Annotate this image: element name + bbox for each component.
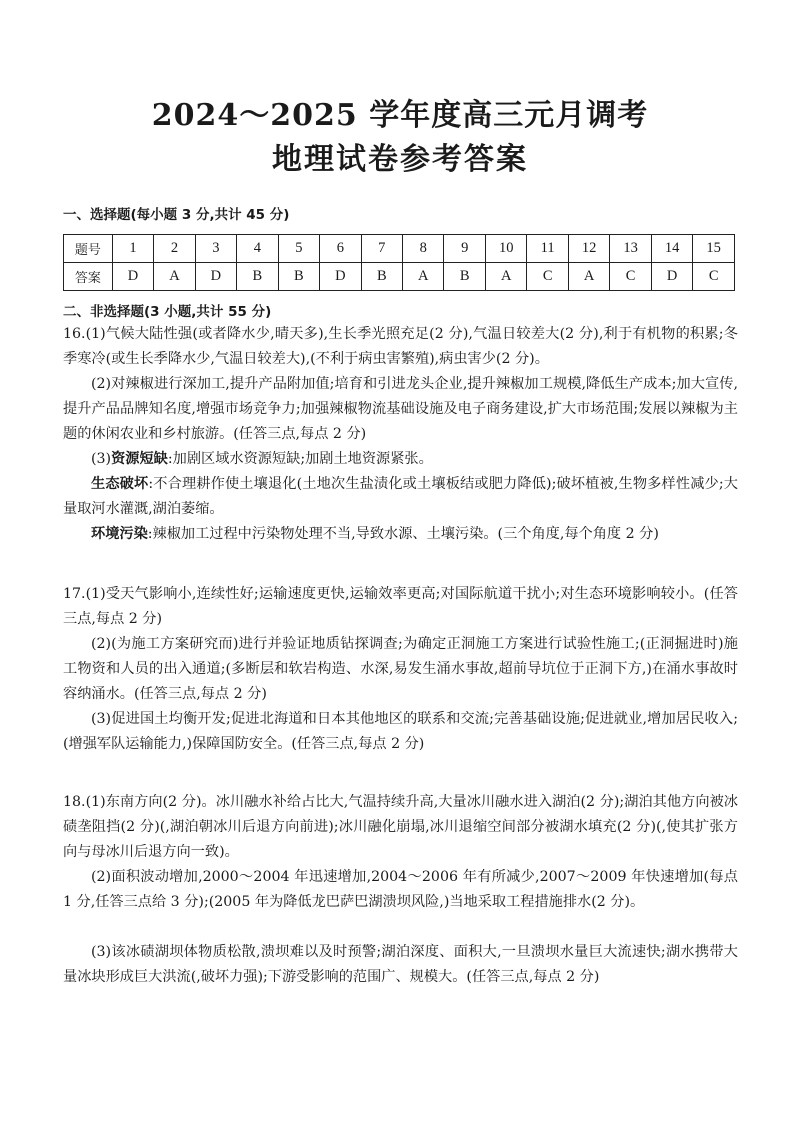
question-number-cell: 4 — [237, 235, 278, 263]
q16-pollution-text: :辣椒加工过程中污染物处理不当,导致水源、土壤污染。(三个角度,每个角度 2 分) — [147, 526, 659, 542]
q16-part3-prefix: (3) — [91, 451, 112, 467]
row-label-answer: 答案 — [64, 263, 113, 291]
q16-ecology-text: :不合理耕作使土壤退化(土地次生盐渍化或土壤板结或肥力降低);破坏植被,生物多样性减少;大量取河水灌溉,湖泊萎缩。 — [63, 476, 738, 517]
section-heading-nonchoice: 二、非选择题(3 小题,共计 55 分) — [63, 304, 272, 320]
q18-part3: (3)该冰碛湖坝体物质松散,溃坝难以及时预警;湖泊深度、面积大,一旦溃坝水量巨大流速快;湖水携带大量冰块形成巨大洪流(,破坏力强);下游受影响的范围广、规模大。(任答三点,每点 2 分) — [63, 944, 738, 985]
answer-cell: D — [195, 263, 236, 291]
answer-cell: D — [320, 263, 361, 291]
section-heading-choice: 一、选择题(每小题 3 分,共计 45 分) — [63, 207, 290, 223]
question-number-cell: 10 — [485, 235, 526, 263]
answer-cell: B — [361, 263, 402, 291]
exam-subtitle: 地理试卷参考答案 — [272, 142, 528, 177]
answer-cell: A — [154, 263, 195, 291]
answer-cell: B — [444, 263, 485, 291]
answer-table — [63, 234, 735, 291]
question-number-cell: 8 — [403, 235, 444, 263]
q16-part2: (2)对辣椒进行深加工,提升产品附加值;培育和引进龙头企业,提升辣椒加工规模,降低生产成本;加大宣传,提升产品品牌知名度,增强市场竞争力;加强辣椒物流基础设施及电子商务建设,扩大市场范围;发展以辣椒为主题的休闲农业和乡村旅游。(任答三点,每点 2 分) — [63, 376, 738, 442]
question-number-cell: 14 — [651, 235, 692, 263]
q16-part1: 16.(1)气候大陆性强(或者降水少,晴天多),生长季光照充足(2 分),气温日较差大(2 分),利于有机物的积累;冬季寒冷(或生长季降水少,气温日较差大),(不利于病虫害繁殖),病虫害少(2 分)。 — [63, 326, 738, 367]
question-number-cell: 6 — [320, 235, 361, 263]
answer-cell: A — [403, 263, 444, 291]
q18-part2: (2)面积波动增加,2000～2004 年迅速增加,2004～2006 年有所减少,2007～2009 年快速增加(每点 1 分,任答三点给 3 分);(2005 年为降低龙巴萨巴湖溃坝风险,)当地采取工程措施排水(2 分)。 — [63, 869, 738, 910]
q16-keyword-resource: 资源短缺 — [111, 451, 168, 467]
answer-cell: C — [610, 263, 651, 291]
question-number-cell: 3 — [195, 235, 236, 263]
question-number-cell: 9 — [444, 235, 485, 263]
question-number-cell: 13 — [610, 235, 651, 263]
answer-cell: D — [651, 263, 692, 291]
q16-part3-pollution — [63, 522, 738, 547]
answer-cell: C — [527, 263, 568, 291]
q17-part1: 17.(1)受天气影响小,连续性好;运输速度更快,运输效率更高;对国际航道干扰小;对生态环境影响较小。(任答三点,每点 2 分) — [63, 586, 738, 627]
q16-part3 — [63, 447, 738, 472]
question-number-row — [64, 235, 735, 263]
answer-cell: A — [568, 263, 609, 291]
answer-cell: B — [278, 263, 319, 291]
q16-keyword-ecology: 生态破坏 — [91, 476, 149, 492]
question-number-cell: 1 — [112, 235, 153, 263]
q16-part3-ecology — [63, 472, 738, 522]
answer-row — [64, 263, 735, 291]
question-number-cell: 11 — [527, 235, 568, 263]
q17-part2: (2)(为施工方案研究而)进行并验证地质钻探调查;为确定正洞施工方案进行试验性施工;(正洞掘进时)施工物资和人员的出入通道;(多断层和软岩构造、水深,易发生涌水事故,超前导坑位于正洞下方,)在涌水事故时容纳涌水。(任答三点,每点 2 分) — [63, 636, 738, 702]
exam-title: 2024～2025 学年度高三元月调考 — [151, 98, 649, 133]
row-label-number: 题号 — [64, 235, 113, 263]
answer-cell: B — [237, 263, 278, 291]
question-number-cell: 15 — [693, 235, 735, 263]
answer-cell: A — [485, 263, 526, 291]
answer-cell: C — [693, 263, 735, 291]
q18-part1: 18.(1)东南方向(2 分)。冰川融水补给占比大,气温持续升高,大量冰川融水进入湖泊(2 分);湖泊其他方向被冰碛垄阻挡(2 分)(,湖泊朝冰川后退方向前进);冰川融化崩塌,冰川退缩空间部分被湖水填充(2 分)(,使其扩张方向与母冰川后退方向一致)。 — [63, 794, 738, 860]
question-number-cell: 5 — [278, 235, 319, 263]
q16-part3-text: :加剧区域水资源短缺;加剧土地资源紧张。 — [167, 451, 433, 467]
question-number-cell: 2 — [154, 235, 195, 263]
question-number-cell: 12 — [568, 235, 609, 263]
question-number-cell: 7 — [361, 235, 402, 263]
q16-keyword-pollution: 环境污染 — [91, 526, 148, 542]
answer-cell: D — [112, 263, 153, 291]
q17-part3: (3)促进国土均衡开发;促进北海道和日本其他地区的联系和交流;完善基础设施;促进就业,增加居民收入;(增强军队运输能力,)保障国防安全。(任答三点,每点 2 分) — [63, 711, 738, 752]
